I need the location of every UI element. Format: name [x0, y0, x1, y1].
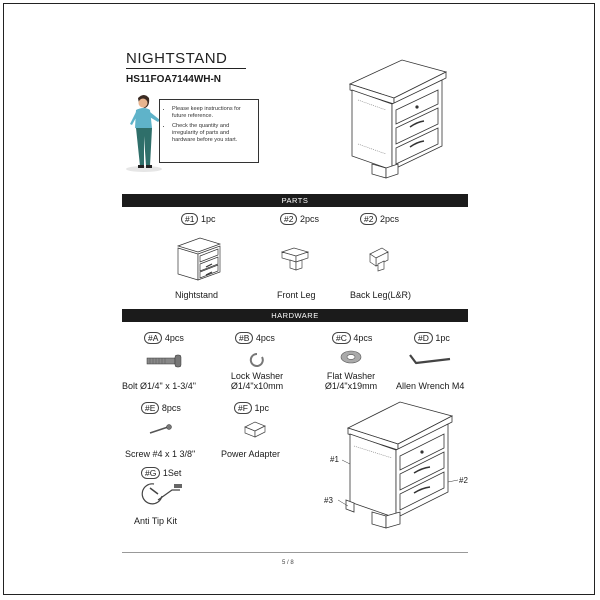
hardware-b-label-line2: Ø1/4"x10mm [230, 381, 284, 391]
hardware-b-number: #B [235, 332, 253, 344]
nightstand-part-drawing [174, 236, 224, 284]
document-title: NIGHTSTAND [126, 50, 228, 67]
callout-1: #1 [330, 455, 339, 464]
model-number: HS11FOA7144WH-N [126, 74, 222, 85]
nightstand-overview-drawing [342, 52, 452, 182]
part-3-number: #2 [360, 213, 377, 225]
hardware-c-label-line1: Flat Washer [326, 371, 376, 381]
instructions-note-box [159, 99, 259, 163]
hardware-g-qty: 1Set [162, 468, 182, 478]
hardware-f-label: Power Adapter [221, 449, 281, 459]
part-2-label: Front Leg [277, 290, 316, 300]
hardware-d-count [414, 332, 450, 344]
allen-wrench-drawing [408, 352, 452, 368]
hardware-d-qty: 1pc [435, 333, 450, 343]
parts-section-heading: PARTS [122, 194, 468, 207]
part-1-qty: 1pc [200, 214, 216, 224]
hardware-b-qty: 4pcs [255, 333, 275, 343]
hardware-c-count [332, 332, 372, 344]
callout-2: #2 [459, 476, 468, 485]
page-number: 5 / 8 [282, 560, 294, 566]
hardware-e-count [141, 402, 181, 414]
note-check-quantity: • Check the quantity and irregularity of parts and hardware before you start. [172, 123, 254, 144]
back-leg-part-drawing [366, 244, 392, 272]
hardware-a-number: #A [144, 332, 162, 344]
screw-drawing [148, 424, 174, 436]
part-1-label: Nightstand [175, 290, 219, 300]
hardware-a-count [144, 332, 184, 344]
hardware-d-label: Allen Wrench M4 [396, 381, 465, 391]
hardware-a-qty: 4pcs [164, 333, 184, 343]
hardware-g-number: #G [141, 467, 160, 479]
person-illustration [124, 92, 164, 172]
hardware-g-label: Anti Tip Kit [134, 516, 178, 526]
part-3-label: Back Leg(L&R) [350, 290, 412, 300]
part-1-number: #1 [181, 213, 198, 225]
part-2-count [280, 213, 319, 225]
bolt-drawing [146, 354, 186, 368]
hardware-e-number: #E [141, 402, 159, 414]
hardware-section-heading: HARDWARE [122, 309, 468, 322]
part-3-count [360, 213, 399, 225]
power-adapter-drawing [243, 419, 267, 439]
footer-rule [122, 552, 468, 553]
hardware-f-count [234, 402, 269, 414]
part-3-qty: 2pcs [379, 214, 399, 224]
lock-washer-drawing [249, 352, 265, 368]
hardware-c-qty: 4pcs [353, 333, 373, 343]
part-2-number: #2 [280, 213, 297, 225]
hardware-b-label-line1: Lock Washer [230, 371, 284, 381]
hardware-e-label: Screw #4 x 1 3/8" [125, 449, 196, 459]
title-underline [126, 68, 246, 69]
hardware-e-qty: 8pcs [161, 403, 181, 413]
hardware-f-qty: 1pc [254, 403, 269, 413]
flat-washer-drawing [340, 349, 362, 365]
nightstand-assembly-diagram [340, 394, 460, 534]
part-2-qty: 2pcs [299, 214, 319, 224]
callout-3: #3 [324, 496, 333, 505]
hardware-a-label: Bolt Ø1/4" x 1-3/4" [122, 381, 196, 391]
hardware-b-count [235, 332, 275, 344]
hardware-b-label [222, 371, 292, 391]
hardware-f-number: #F [234, 402, 252, 414]
hardware-c-label-line2: Ø1/4"x19mm [324, 381, 378, 391]
hardware-d-number: #D [414, 332, 433, 344]
hardware-c-number: #C [332, 332, 351, 344]
hardware-g-count [141, 467, 181, 479]
front-leg-part-drawing [280, 246, 310, 272]
part-1-count [181, 213, 216, 225]
note-keep-instructions: • Please keep instructions for future reference. [172, 106, 254, 120]
hardware-c-label [316, 371, 386, 391]
anti-tip-kit-drawing [134, 480, 188, 510]
